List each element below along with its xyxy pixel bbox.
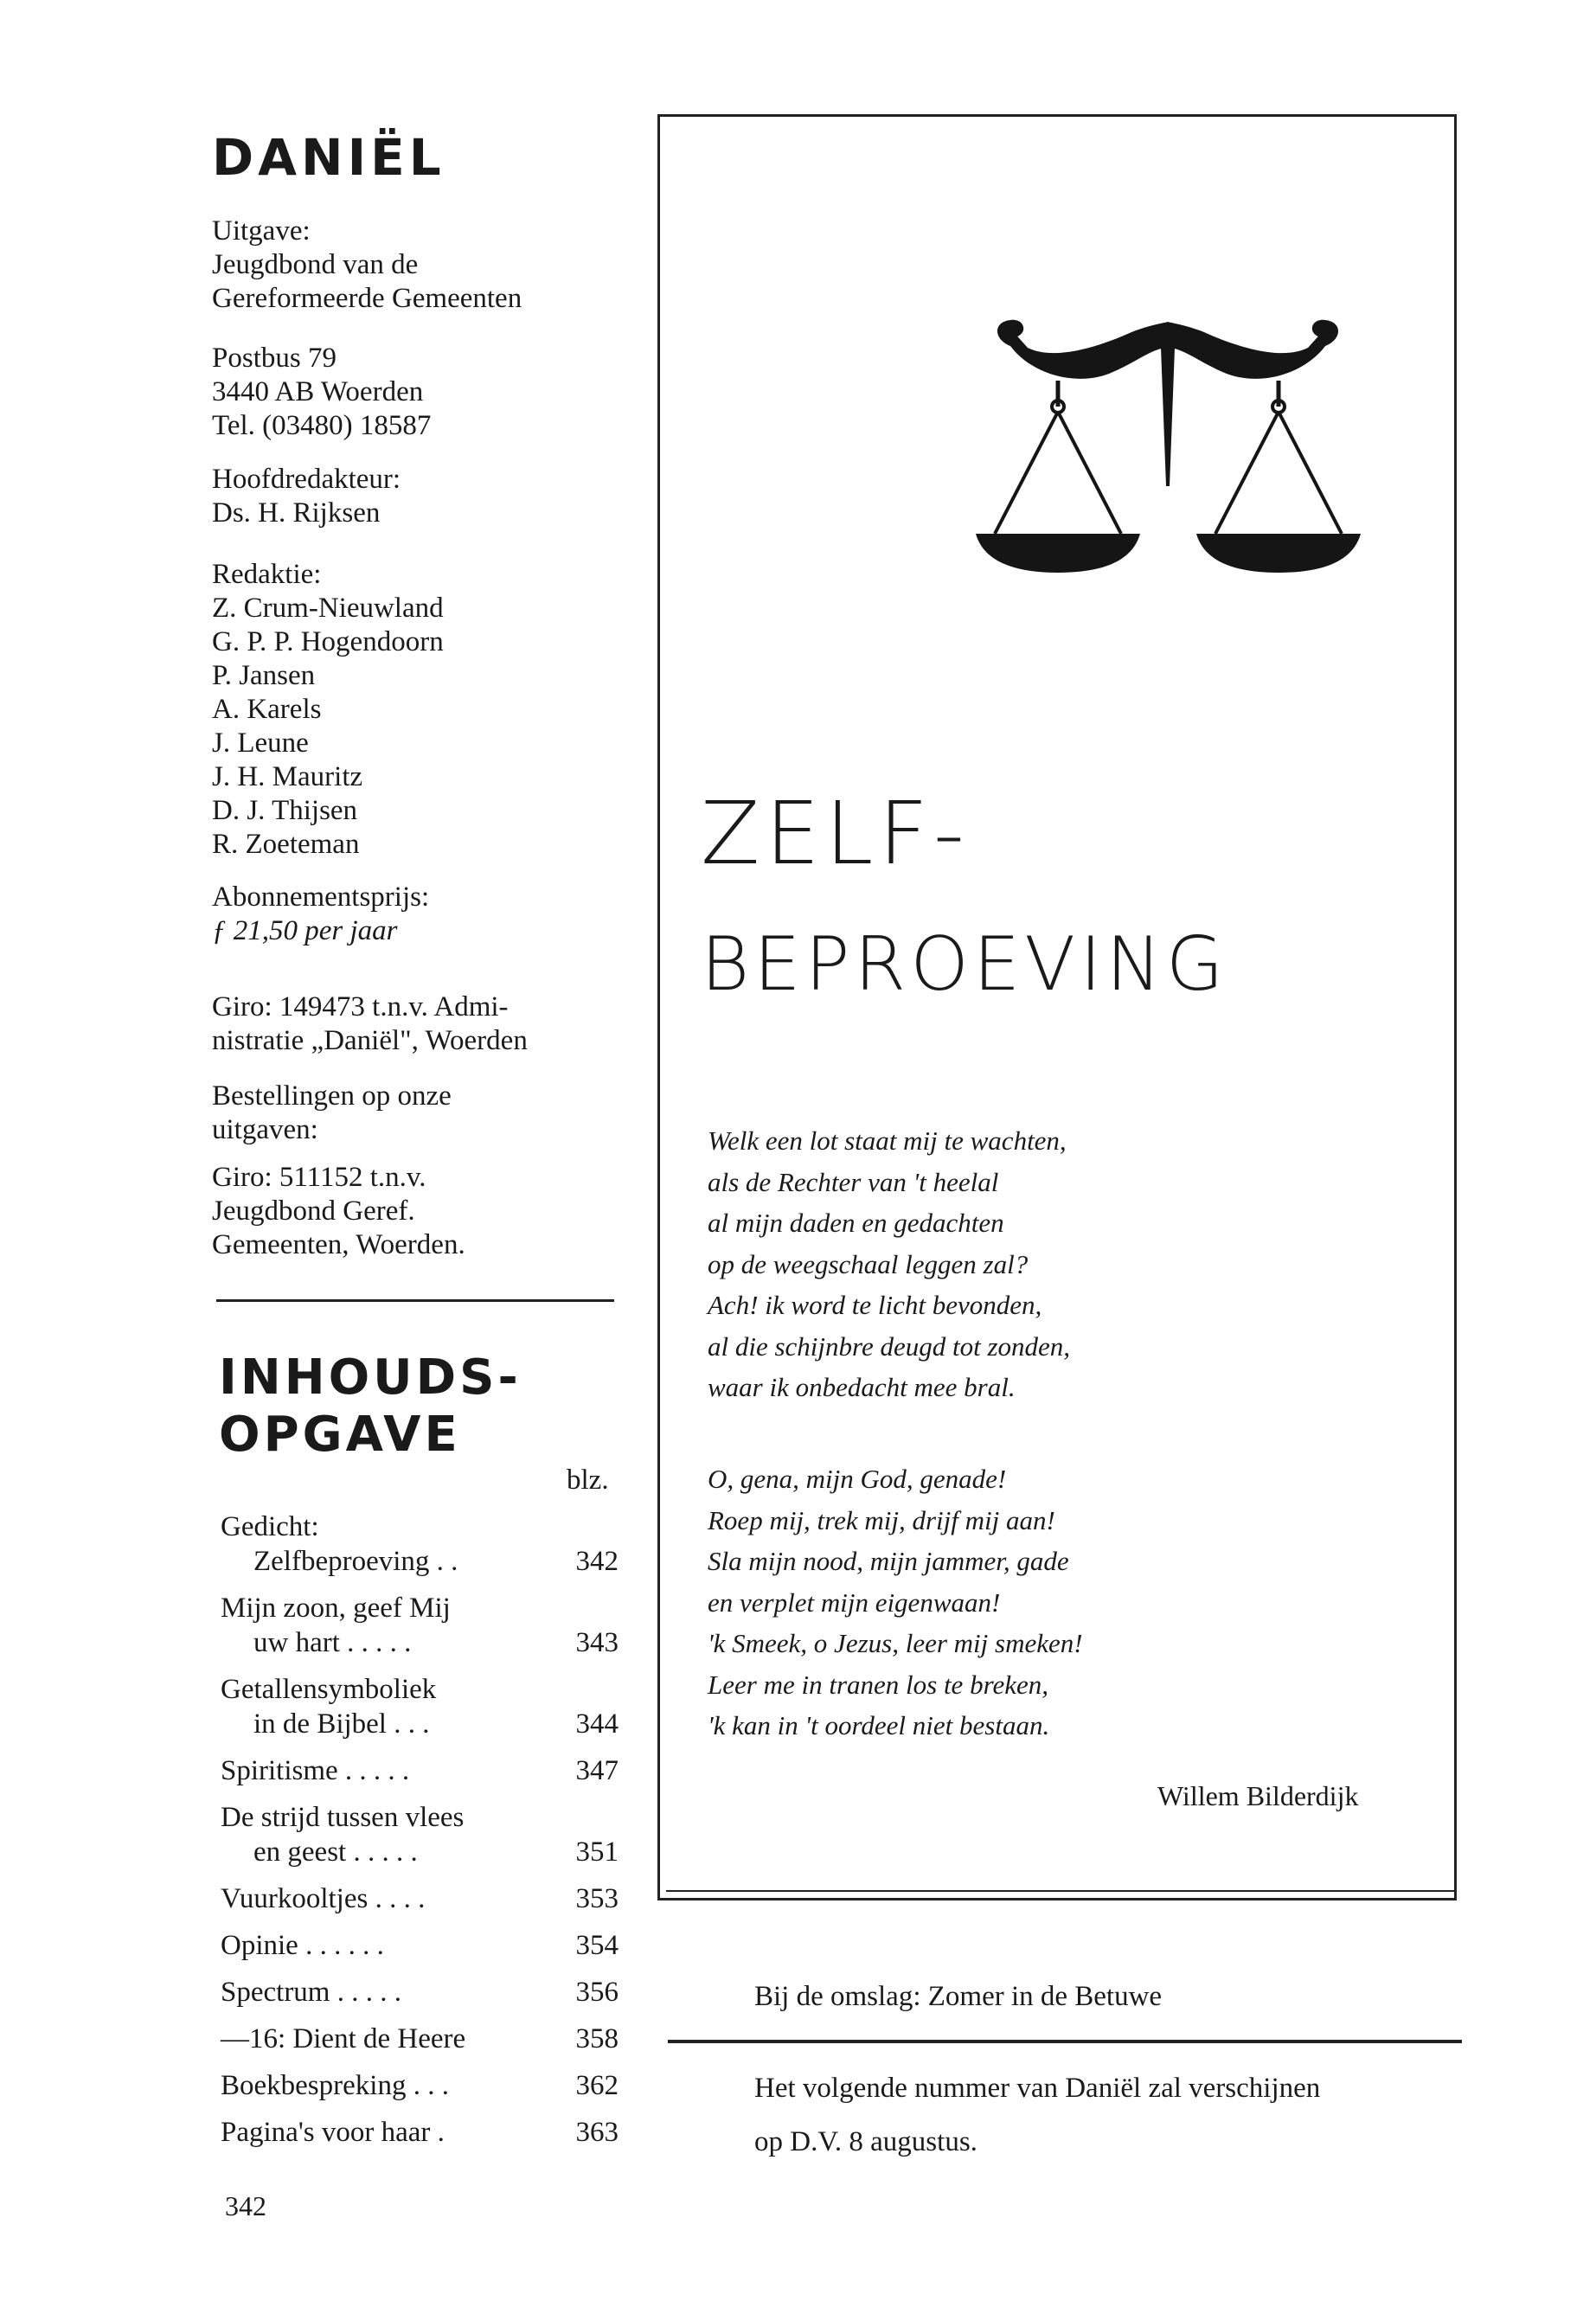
giro-line: Giro: 149473 t.n.v. Admi- [212,991,509,1022]
masthead-title: DANIËL [212,128,445,187]
scales-of-justice-icon [976,313,1361,581]
toc-entry-page: 354 [575,1930,619,1961]
giro-line: Gemeenten, Woerden. [212,1229,465,1260]
toc-title-line: INHOUDS- [219,1349,522,1406]
toc-entry[interactable] [221,2115,619,2150]
toc-entry-page: 358 [575,2023,619,2054]
orders-line: Bestellingen op onze [212,1080,452,1112]
toc-entry-title: Getallensymboliek [221,1674,437,1705]
poem-title-line: BEPROEVING [701,921,1228,1008]
next-issue-line: Het volgende nummer van Daniël zal verschijnen [754,2073,1321,2104]
address-line: Postbus 79 [212,343,337,374]
toc-entry[interactable] [221,1672,619,1741]
next-issue-notice [754,2061,1320,2169]
table-of-contents [221,1509,619,2150]
toc-entry-title: Mijn zoon, geef Mij [221,1593,451,1624]
toc-entry[interactable] [221,1753,619,1788]
giro-admin-block [212,990,528,1058]
toc-entry-title: en geest . . . . . [253,1836,418,1868]
poem-line: 'k kan in 't oordeel niet bestaan. [708,1710,1050,1740]
poem-line: als de Rechter van 't heelal [708,1166,999,1197]
toc-entry-title: Opinie . . . . . . [221,1930,384,1961]
poem-line: en verplet mijn eigenwaan! [708,1586,1001,1618]
toc-entry-page: 356 [575,1977,619,2008]
toc-page-header: blz. [567,1465,609,1496]
publisher-line: Jeugdbond van de [212,249,419,280]
poem-line: Roep mij, trek mij, drijf mij aan! [708,1504,1055,1535]
subscription-price: ƒ 21,50 per jaar [212,915,398,946]
section-divider [216,1299,614,1302]
editor-name: A. Karels [212,694,322,725]
poem-line: al mijn daden en gedachten [708,1208,1004,1238]
publisher-block [212,215,522,316]
subscription-label: Abonnementsprijs: [212,881,430,913]
editor-name: Z. Crum-Nieuwland [212,593,444,624]
toc-entry-page: 347 [575,1755,619,1786]
toc-entry-title: De strijd tussen vlees [221,1802,465,1833]
toc-entry[interactable] [221,1800,619,1869]
poem-line: al die schijnbre deugd tot zonden, [708,1330,1071,1362]
chief-editor-label: Hoofdredakteur: [212,464,401,495]
toc-entry-page: 344 [575,1708,619,1740]
poem-line: Ach! ik word te licht bevonden, [708,1290,1042,1320]
toc-entry-title: Pagina's voor haar . [221,2117,445,2148]
toc-entry-title: Gedicht: [221,1511,319,1542]
poem-line: Welk een lot staat mij te wachten, [708,1125,1067,1156]
address-line: Tel. (03480) 18587 [212,410,432,441]
toc-entry[interactable] [221,1928,619,1963]
giro-line: Giro: 511152 t.n.v. [212,1162,426,1193]
poem-line: Leer me in tranen los te breken, [708,1669,1049,1700]
toc-entry-page: 343 [575,1627,619,1658]
toc-entry-title: uw hart . . . . . [253,1627,412,1658]
poem-line: Sla mijn nood, mijn jammer, gade [708,1546,1069,1576]
editor-name: D. J. Thijsen [212,795,358,826]
editors-block [212,558,444,862]
next-issue-line: op D.V. 8 augustus. [754,2126,977,2157]
section-divider [668,2040,1462,2043]
chief-editor-block [212,463,401,530]
publisher-label: Uitgave: [212,215,311,247]
editor-name: R. Zoeteman [212,829,360,860]
orders-block [212,1080,452,1147]
chief-editor-name: Ds. H. Rijksen [212,497,381,529]
editor-name: G. P. P. Hogendoorn [212,626,444,657]
giro-jeugdbond-block [212,1161,465,1262]
poem-line: op de weegschaal leggen zal? [708,1248,1029,1279]
toc-entry-title: Spiritisme . . . . . [221,1755,410,1786]
cover-caption: Bij de omslag: Zomer in de Betuwe [754,1981,1163,2012]
giro-line: Jeugdbond Geref. [212,1195,415,1227]
toc-entry[interactable] [221,1591,619,1660]
frame-inner-line [666,1890,1457,1892]
poem-line: O, gena, mijn God, genade! [708,1464,1007,1494]
editor-name: P. Jansen [212,660,316,691]
toc-title [219,1349,522,1464]
toc-entry-title: Zelfbeproeving . . [253,1546,458,1577]
toc-entry-page: 363 [575,2117,619,2148]
toc-entry-page: 351 [575,1836,619,1868]
subscription-block [212,881,429,948]
toc-entry-page: 353 [575,1883,619,1914]
editor-name: J. Leune [212,727,309,759]
toc-entry-title: in de Bijbel . . . [253,1708,430,1740]
toc-entry-title: Vuurkooltjes . . . . [221,1883,426,1914]
toc-entry[interactable] [221,1509,619,1579]
toc-title-line: OPGAVE [219,1407,461,1463]
poem-stanza [708,1458,1083,1747]
toc-entry-title: —16: Dient de Heere [221,2023,466,2054]
editor-name: J. H. Mauritz [212,761,363,792]
toc-entry[interactable] [221,2022,619,2056]
poem-stanza [708,1120,1070,1408]
poem-author: Willem Bilderdijk [1157,1780,1359,1811]
toc-entry[interactable] [221,1975,619,2009]
toc-entry[interactable] [221,1881,619,1916]
toc-entry-title: Spectrum . . . . . [221,1977,401,2008]
poem-line: 'k Smeek, o Jezus, leer mij smeken! [708,1628,1083,1658]
publisher-line: Gereformeerde Gemeenten [212,283,522,314]
toc-entry[interactable] [221,2068,619,2103]
toc-entry-page: 362 [575,2070,619,2101]
orders-line: uitgaven: [212,1114,318,1145]
toc-entry-page: 342 [575,1546,619,1577]
giro-line: nistratie „Daniël", Woerden [212,1025,528,1056]
address-line: 3440 AB Woerden [212,376,424,407]
toc-entry-title: Boekbespreking . . . [221,2070,449,2101]
address-block [212,342,431,443]
editors-label: Redaktie: [212,559,322,590]
poem-line: waar ik onbedacht mee bral. [708,1372,1016,1402]
poem-title-line: ZELF- [701,783,971,884]
page-number: 342 [225,2190,266,2221]
